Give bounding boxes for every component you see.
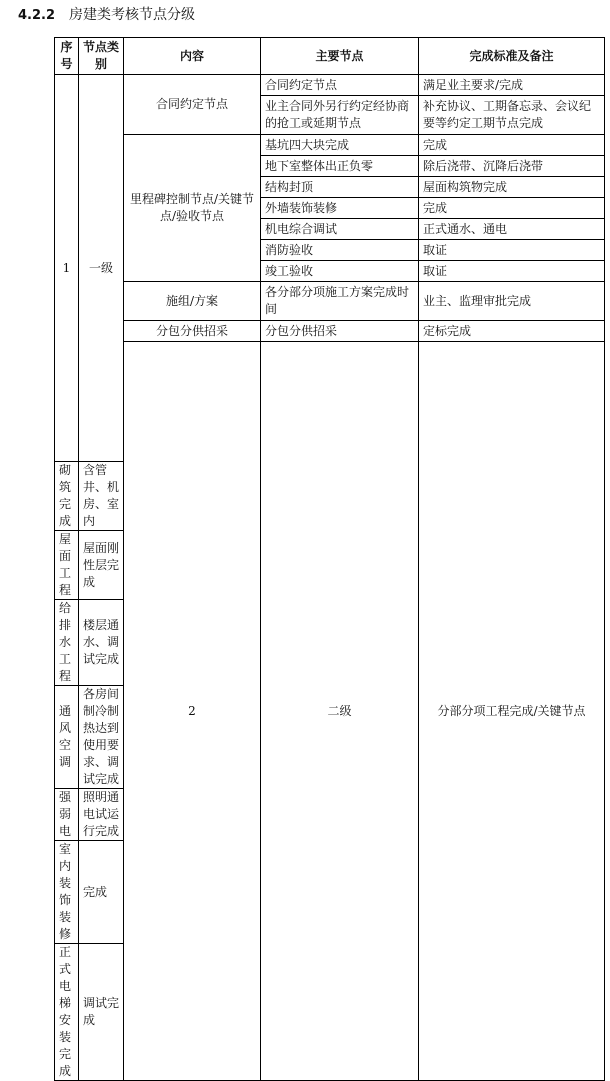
node-cell: 各分部分项施工方案完成时间 xyxy=(261,282,419,321)
standard-cell: 屋面刚性层完成 xyxy=(79,531,124,600)
node-cell: 基坑四大块完成 xyxy=(261,135,419,156)
node-cell: 室内装饰装修 xyxy=(55,841,79,944)
standard-cell: 定标完成 xyxy=(419,321,605,342)
table-row xyxy=(55,135,605,156)
standard-cell: 完成 xyxy=(419,135,605,156)
node-cell: 机电综合调试 xyxy=(261,219,419,240)
node-cell: 业主合同外另行约定经协商的抢工或延期节点 xyxy=(261,96,419,135)
section-number: 4.2.2 xyxy=(18,8,56,23)
header-standard: 完成标准及备注 xyxy=(419,38,605,75)
seq-cell: 2 xyxy=(124,342,261,1081)
seq-cell: 1 xyxy=(55,75,79,462)
standard-cell: 屋面构筑物完成 xyxy=(419,177,605,198)
content-cell: 合同约定节点 xyxy=(124,75,261,135)
header-seq: 序号 xyxy=(55,38,79,75)
node-cell: 合同约定节点 xyxy=(261,75,419,96)
table-row xyxy=(55,282,605,321)
standard-cell: 取证 xyxy=(419,240,605,261)
standard-cell: 含管井、机房、室内 xyxy=(79,462,124,531)
standard-cell: 业主、监理审批完成 xyxy=(419,282,605,321)
standard-cell: 完成 xyxy=(419,198,605,219)
standard-cell: 调试完成 xyxy=(79,944,124,1081)
node-cell: 外墙装饰装修 xyxy=(261,198,419,219)
header-content: 内容 xyxy=(124,38,261,75)
node-cell: 分包分供招采 xyxy=(261,321,419,342)
standard-cell: 各房间制冷制热达到使用要求、调试完成 xyxy=(79,686,124,789)
content-cell: 分部分项工程完成/关键节点 xyxy=(419,342,605,1081)
node-cell: 正式电梯安装完成 xyxy=(55,944,79,1081)
section-heading xyxy=(18,2,195,28)
category-cell: 一级 xyxy=(79,75,124,462)
node-cell: 结构封顶 xyxy=(261,177,419,198)
content-cell: 分包分供招采 xyxy=(124,321,261,342)
content-cell: 里程碑控制节点/关键节点/验收节点 xyxy=(124,135,261,282)
header-node: 主要节点 xyxy=(261,38,419,75)
table-row xyxy=(55,75,605,96)
node-cell: 通风空调 xyxy=(55,686,79,789)
standard-cell: 取证 xyxy=(419,261,605,282)
standard-cell: 完成 xyxy=(79,841,124,944)
table-row xyxy=(55,321,605,342)
standard-cell: 除后浇带、沉降后浇带 xyxy=(419,156,605,177)
standard-cell: 满足业主要求/完成 xyxy=(419,75,605,96)
node-cell: 屋面工程 xyxy=(55,531,79,600)
node-cell: 地下室整体出正负零 xyxy=(261,156,419,177)
node-cell: 给排水工程 xyxy=(55,600,79,686)
node-cell: 强弱电 xyxy=(55,789,79,841)
assessment-node-table xyxy=(54,37,605,1081)
table-row xyxy=(55,342,605,462)
node-cell: 砌筑完成 xyxy=(55,462,79,531)
standard-cell: 正式通水、通电 xyxy=(419,219,605,240)
standard-cell: 照明通电试运行完成 xyxy=(79,789,124,841)
node-cell: 竣工验收 xyxy=(261,261,419,282)
content-cell: 施组/方案 xyxy=(124,282,261,321)
standard-cell: 补充协议、工期备忘录、会议纪要等约定工期节点完成 xyxy=(419,96,605,135)
standard-cell: 楼层通水、调试完成 xyxy=(79,600,124,686)
section-title: 房建类考核节点分级 xyxy=(69,7,196,23)
node-cell: 消防验收 xyxy=(261,240,419,261)
header-category: 节点类别 xyxy=(79,38,124,75)
category-cell: 二级 xyxy=(261,342,419,1081)
